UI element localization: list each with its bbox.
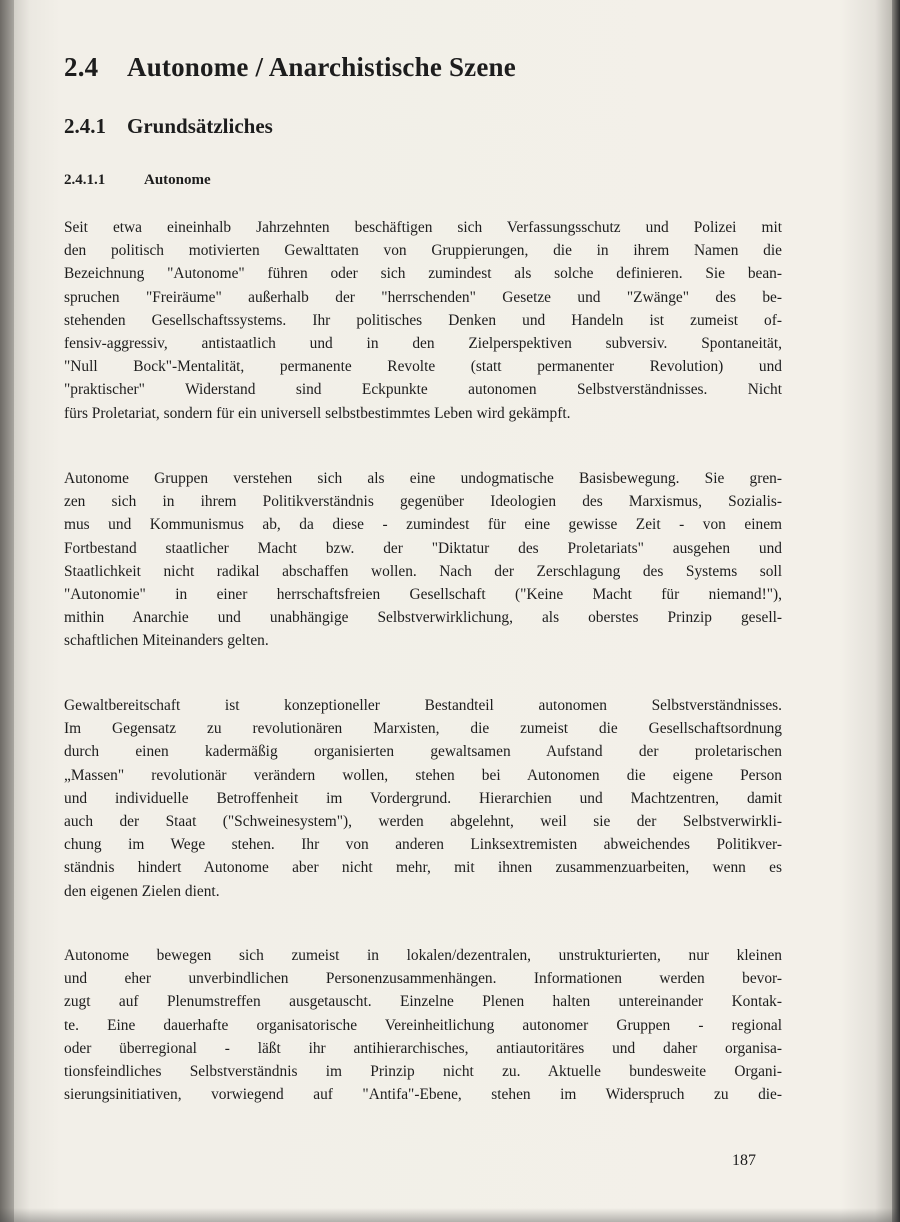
text-line: fensiv-aggressiv, antistaatlich und in den Zielperspektiven subversiv. Spontaneität, [64, 335, 782, 353]
text-line: Seit etwa eineinhalb Jahrzehnten beschäftigen sich Verfassungsschutz und Polizei mit [64, 219, 782, 236]
text-line: ständnis hindert Autonome aber nicht mehr, mit ihnen zusammenzuarbeiten, wenn es [64, 859, 782, 877]
subsection-heading [64, 114, 273, 139]
section-number: 2.4 [64, 52, 99, 82]
paragraph-1 [64, 216, 782, 425]
text-line: schaftlichen Miteinanders gelten. [64, 632, 269, 650]
subsection-title: Grundsätzliches [127, 114, 273, 138]
paragraph-4 [64, 944, 782, 1106]
subsubsection-title: Autonome [144, 172, 211, 188]
page-edge-shadow [892, 0, 900, 1222]
text-line: sierungsinitiativen, vorwiegend auf "Antifa"-Ebene, stehen im Widerspruch zu die- [64, 1086, 782, 1104]
text-line: tionsfeindliches Selbstverständnis im Prinzip nicht zu. Aktuelle bundesweite Organi- [64, 1063, 782, 1081]
page-number: 187 [732, 1152, 756, 1169]
text-line: zen sich in ihrem Politikverständnis gegenüber Ideologien des Marxismus, Sozialis- [64, 493, 782, 511]
text-line: Autonome Gruppen verstehen sich als eine undogmatische Basisbewegung. Sie gren- [64, 470, 782, 487]
text-line: Autonome bewegen sich zumeist in lokalen/dezentralen, unstrukturierten, nur kleinen [64, 947, 782, 964]
paragraph-3 [64, 694, 782, 903]
section-title: Autonome / Anarchistische Szene [127, 52, 516, 82]
text-line: den eigenen Zielen dient. [64, 882, 220, 900]
subsubsection-number: 2.4.1.1 [64, 172, 106, 188]
text-line: durch einen kadermäßig organisierten gewaltsamen Aufstand der proletarischen [64, 743, 782, 761]
text-line: Staatlichkeit nicht radikal abschaffen wollen. Nach der Zerschlagung des Systems soll [64, 562, 782, 580]
text-line: Bezeichnung "Autonome" führen oder sich zumindest als solche definieren. Sie bean- [64, 265, 782, 283]
text-line: "praktischer" Widerstand sind Eckpunkte autonomen Selbstverständnisses. Nicht [64, 381, 782, 399]
text-line: mithin Anarchie und unabhängige Selbstverwirklichung, als oberstes Prinzip gesell- [64, 609, 782, 627]
text-line: chung im Wege stehen. Ihr von anderen Linksextremisten abweichendes Politikver- [64, 836, 782, 854]
text-line: und individuelle Betroffenheit im Vordergrund. Hierarchien und Machtzentren, damit [64, 789, 782, 807]
text-line: zugt auf Plenumstreffen ausgetauscht. Einzelne Plenen halten untereinander Kontak- [64, 993, 782, 1011]
text-line: Gewaltbereitschaft ist konzeptioneller Bestandteil autonomen Selbstverständnisses. [64, 697, 782, 714]
text-line: Fortbestand staatlicher Macht bzw. der "Diktatur des Proletariats" ausgehen und [64, 539, 782, 557]
text-line: und eher unverbindlichen Personenzusammenhängen. Informationen werden bevor- [64, 970, 782, 988]
text-line: mus und Kommunismus ab, da diese - zumindest für eine gewisse Zeit - von einem [64, 516, 782, 534]
text-line: spruchen "Freiräume" außerhalb der "herrschenden" Gesetze und "Zwänge" des be- [64, 288, 782, 306]
text-line: auch der Staat ("Schweinesystem"), werden abgelehnt, weil sie der Selbstverwirkli- [64, 813, 782, 831]
text-line: fürs Proletariat, sondern für ein universell selbstbestimmtes Leben wird gekämpft. [64, 404, 571, 422]
text-line: stehenden Gesellschaftssystems. Ihr politisches Denken und Handeln ist zumeist of- [64, 311, 782, 329]
text-line: "Null Bock"-Mentalität, permanente Revolte (statt permanenter Revolution) und [64, 358, 782, 376]
book-spine-shadow [0, 0, 14, 1222]
page-bottom-shadow [0, 1208, 900, 1222]
text-line: den politisch motivierten Gewalttaten von Gruppierungen, die in ihrem Namen die [64, 242, 782, 260]
subsection-number: 2.4.1 [64, 114, 106, 138]
text-line: "Autonomie" in einer herrschaftsfreien Gesellschaft ("Keine Macht für niemand!"), [64, 586, 782, 604]
section-heading [64, 52, 516, 83]
text-line: Im Gegensatz zu revolutionären Marxisten, die zumeist die Gesellschaftsordnung [64, 720, 782, 738]
text-line: oder überregional - läßt ihr antihierarchisches, antiautoritäres und daher organisa- [64, 1039, 782, 1057]
text-line: „Massen" revolutionär verändern wollen, stehen bei Autonomen die eigene Person [64, 766, 782, 784]
subsubsection-heading [64, 172, 211, 189]
text-line: te. Eine dauerhafte organisatorische Vereinheitlichung autonomer Gruppen - regional [64, 1016, 782, 1034]
paragraph-2 [64, 467, 782, 653]
